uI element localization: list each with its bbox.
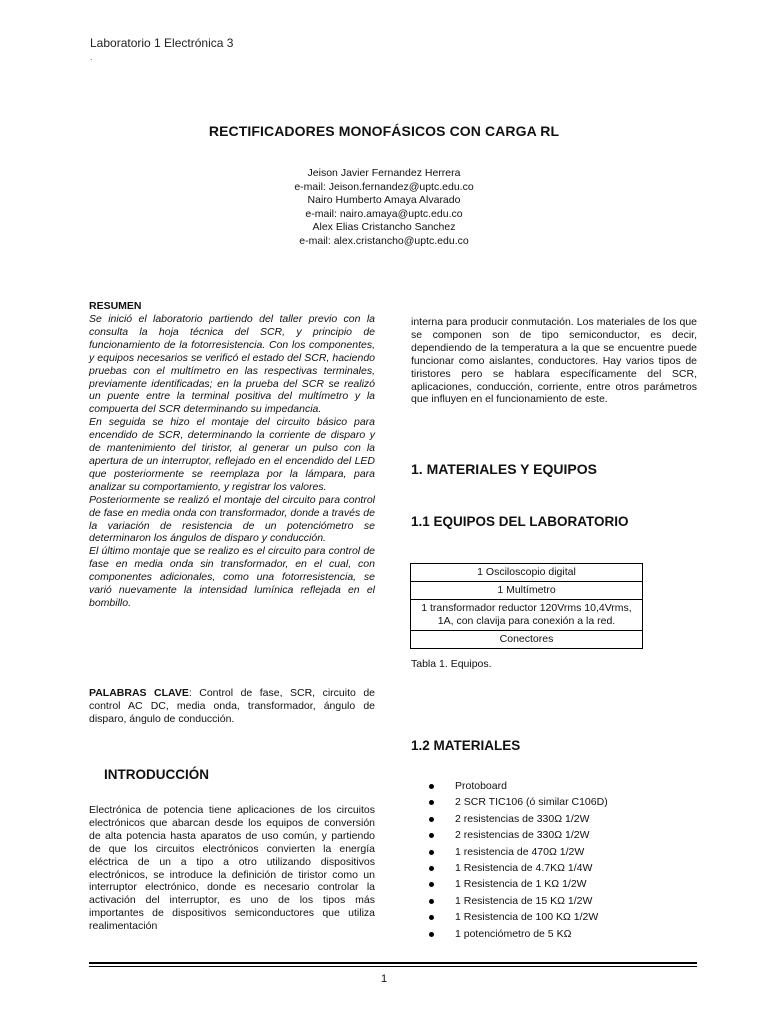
section-heading-equipos-laboratorio: 1.1 EQUIPOS DEL LABORATORIO: [411, 514, 629, 529]
section-heading-materiales: 1.2 MATERIALES: [411, 738, 521, 753]
resumen-paragraph: Se inició el laboratorio partiendo del taller previo con la consulta la hoja técnica del SCR, y principio de funcionamiento de la fotorresistencia. Con los componentes, y equipos necesarios se verificó el estado del SCR, haciendo pruebas con el multímetro en las respectivas terminales, previamente identificadas; en la prueba del SCR se realizó un puente entre la terminal positiva del multímetro y la compuerta del SCR determinando su impedancia.: [89, 313, 375, 416]
list-item: 1 potenciómetro de 5 KΩ: [429, 926, 608, 942]
list-item: 1 Resistencia de 1 KΩ 1/2W: [429, 876, 608, 892]
paper-title: RECTIFICADORES MONOFÁSICOS CON CARGA RL: [208, 123, 560, 139]
intro-continuation: interna para producir conmutación. Los materiales de los que se componen son de tipo semiconductor, es decir, dependiendo de la temperatura a la que se encuentre puede funcionar como aislantes, conductores. Hay varios tipos de tiristores pero se hablara específicamente del SCR, aplicaciones, conducción, corriente, entre otros parámetros que influyen en el funcionamiento de este.: [411, 316, 697, 406]
list-item: 1 Resistencia de 4.7KΩ 1/4W: [429, 860, 608, 876]
introduccion-heading: INTRODUCCIÓN: [104, 767, 209, 782]
author-email: e-mail: Jeison.fernandez@uptc.edu.co: [294, 180, 474, 193]
bullet-icon: [429, 784, 434, 789]
footer-rule: [89, 966, 697, 967]
keywords-paragraph: [89, 687, 375, 726]
resumen-body: [89, 313, 375, 610]
bullet-icon: [429, 833, 434, 838]
table-cell: 1 transformador reductor 120Vrms 10,4Vrms, 1A, con clavija para conexión a la red.: [411, 600, 643, 631]
bullet-icon: [429, 882, 434, 887]
keywords-text: : Control de fase, SCR, circuito de control AC DC, media onda, transformador, ángulo de disparo, ángulo de conducción.: [89, 687, 375, 725]
introduccion-body: Electrónica de potencia tiene aplicaciones de los circuitos electrónicos que abarcan desde los equipos de conversión de alta potencia hasta aparatos de uso común, y partiendo de que los circuitos electrónicos convierten la energía eléctrica de un a tipo a otro utilizando dispositivos electrónicos, se introduce la definición de tiristor como un interruptor electrónico, donde es necesario controlar la activación del interruptor, es uno de los tipos más importantes de dispositivos semiconductores que utiliza realimentación: [89, 804, 375, 933]
author-name: Nairo Humberto Amaya Alvarado: [307, 194, 461, 206]
bullet-icon: [429, 817, 434, 822]
materials-list: [429, 778, 608, 942]
author-email: e-mail: alex.cristancho@uptc.edu.co: [299, 234, 469, 247]
resumen-paragraph: En seguida se hizo el montaje del circuito básico para encendido de SCR, determinando la corriente de disparo y de mantenimiento del tiristor, al generar un pulso con la apertura de un interruptor, reflejado en el encendido del LED que posteriormente se reemplaza por la lámpara, para analizar su comportamiento, y registrar los valores.: [89, 416, 375, 493]
table-caption: Tabla 1. Equipos.: [411, 658, 492, 670]
running-header: Laboratorio 1 Electrónica 3: [90, 36, 234, 50]
header-mark: .: [90, 52, 93, 62]
section-heading-materiales-equipos: 1. MATERIALES Y EQUIPOS: [411, 461, 597, 477]
resumen-paragraph: Posteriormente se realizó el montaje del circuito para control de fase en media onda con transformador, donde a través de la variación de resistencia de un potenciómetro se determinaron los ángulos de disparo y conducción.: [89, 493, 375, 545]
list-item: 1 resistencia de 470Ω 1/2W: [429, 844, 608, 860]
resumen-paragraph: El último montaje que se realizo es el circuito para control de fase en media onda sin transformador, en el cual, con componentes adicionales, como una fotorresistencia, se varió nuevamente la intensidad lumínica reflejada en el bombillo.: [89, 545, 375, 609]
bullet-icon: [429, 850, 434, 855]
resumen-heading: RESUMEN: [89, 300, 142, 312]
author-name: Alex Elias Cristancho Sanchez: [312, 221, 456, 233]
list-item: Protoboard: [429, 778, 608, 794]
list-item: 2 SCR TIC106 (ó similar C106D): [429, 794, 608, 810]
list-item: 2 resistencias de 330Ω 1/2W: [429, 811, 608, 827]
footer-rule: [89, 962, 697, 964]
table-cell: Conectores: [411, 631, 643, 649]
bullet-icon: [429, 899, 434, 904]
author-name: Jeison Javier Fernandez Herrera: [307, 167, 461, 179]
keywords-label: PALABRAS CLAVE: [89, 687, 189, 699]
author-block: [0, 167, 768, 248]
table-cell: 1 Osciloscopio digital: [411, 564, 643, 582]
bullet-icon: [429, 915, 434, 920]
equipment-table: [410, 563, 643, 649]
bullet-icon: [429, 866, 434, 871]
table-cell: 1 Multímetro: [411, 582, 643, 600]
list-item: 2 resistencias de 330Ω 1/2W: [429, 827, 608, 843]
page-number: 1: [380, 973, 388, 985]
list-item: 1 Resistencia de 15 KΩ 1/2W: [429, 893, 608, 909]
bullet-icon: [429, 800, 434, 805]
author-email: e-mail: nairo.amaya@uptc.edu.co: [305, 207, 463, 220]
list-item: 1 Resistencia de 100 KΩ 1/2W: [429, 909, 608, 925]
bullet-icon: [429, 932, 434, 937]
